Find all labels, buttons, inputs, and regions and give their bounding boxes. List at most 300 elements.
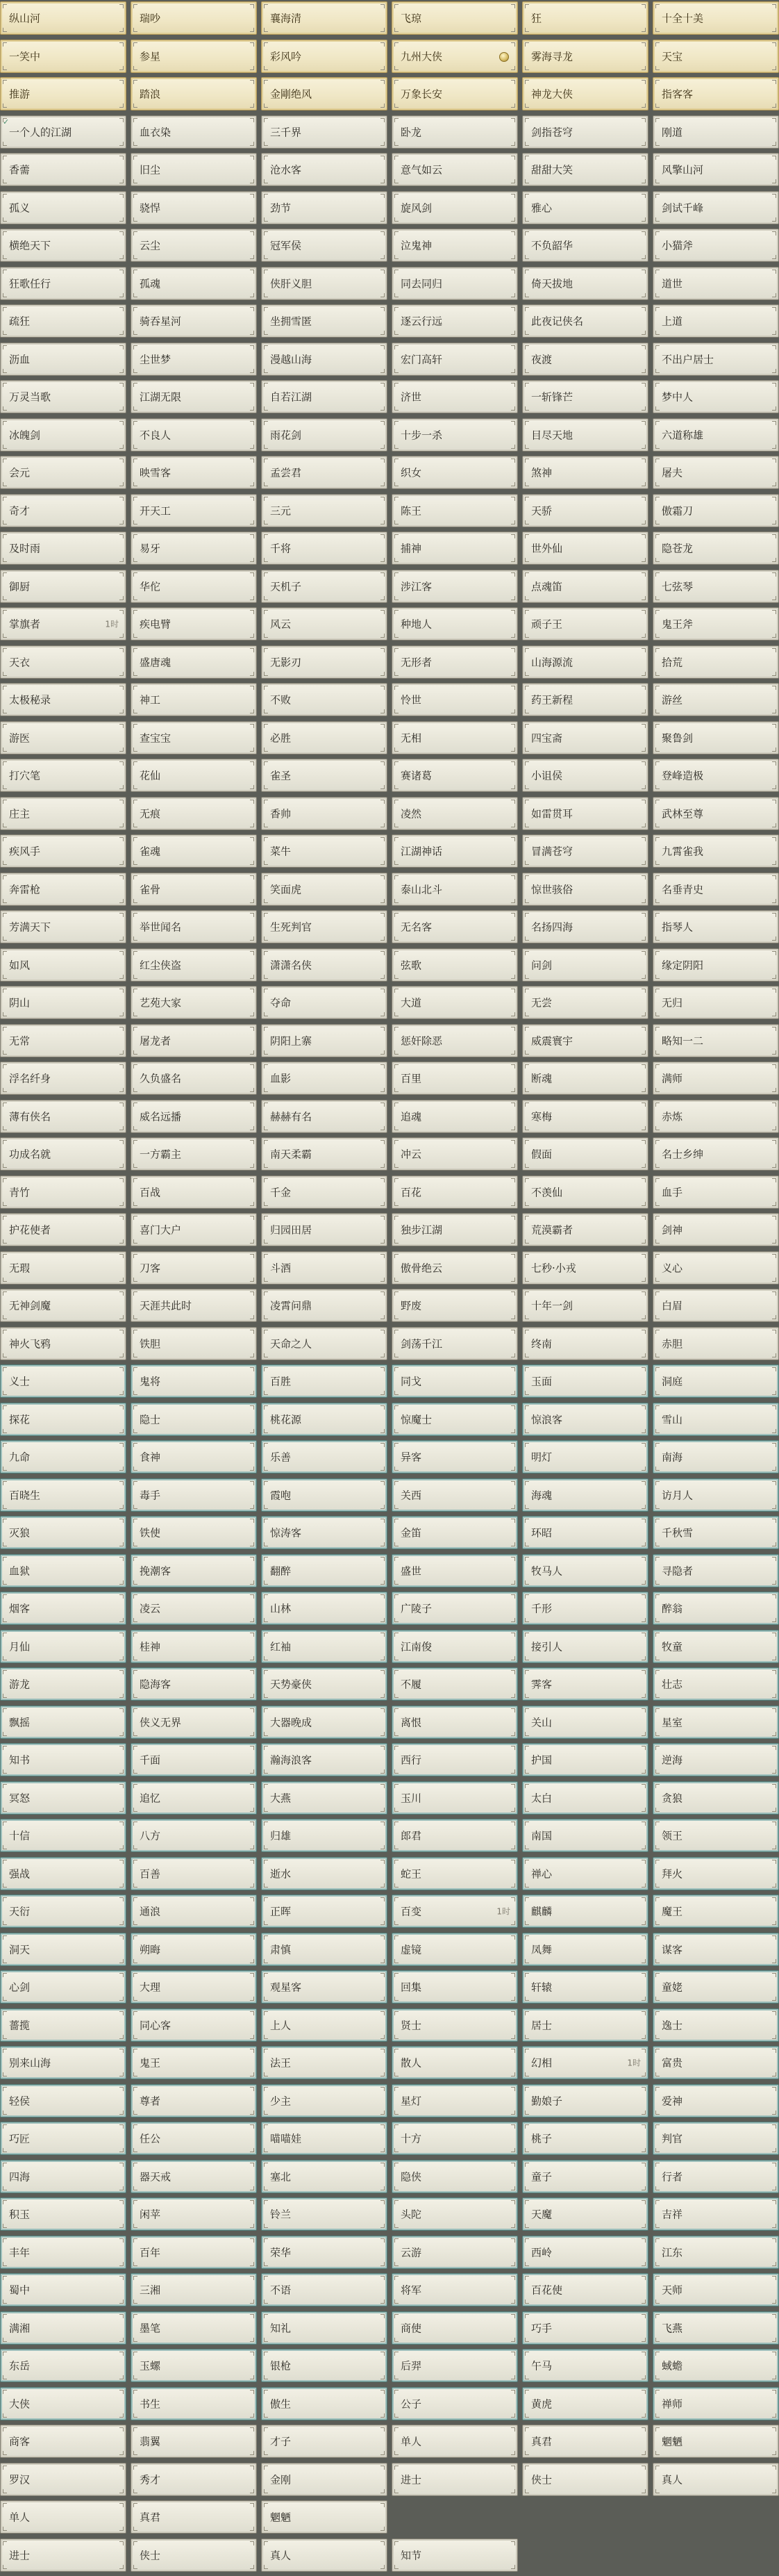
title-cell[interactable] [653, 948, 779, 982]
title-cell[interactable] [653, 191, 779, 224]
title-cell[interactable] [0, 797, 126, 830]
title-cell[interactable] [392, 1667, 518, 1701]
title-cell[interactable] [522, 380, 648, 413]
title-cell[interactable] [131, 1667, 257, 1701]
title-cell[interactable] [392, 1251, 518, 1285]
title-cell[interactable] [131, 834, 257, 868]
title-cell[interactable] [522, 2387, 648, 2420]
title-cell[interactable] [131, 910, 257, 943]
title-cell[interactable] [653, 759, 779, 792]
title-cell[interactable] [392, 2387, 518, 2420]
title-cell[interactable] [392, 834, 518, 868]
title-cell[interactable] [522, 2197, 648, 2231]
title-cell[interactable] [0, 2273, 126, 2306]
title-cell[interactable] [261, 948, 387, 982]
title-cell[interactable] [392, 2008, 518, 2042]
title-cell[interactable] [261, 2349, 387, 2382]
title-cell[interactable] [131, 1062, 257, 1095]
title-cell[interactable] [653, 1137, 779, 1171]
title-cell[interactable] [392, 1440, 518, 1473]
title-cell[interactable] [131, 418, 257, 452]
title-cell[interactable] [392, 1706, 518, 1739]
title-cell[interactable] [0, 1289, 126, 1322]
title-cell[interactable] [522, 191, 648, 224]
title-cell[interactable] [0, 1137, 126, 1171]
title-cell[interactable] [392, 418, 518, 452]
title-cell[interactable] [522, 1857, 648, 1890]
title-cell[interactable] [131, 1289, 257, 1322]
title-cell[interactable] [522, 1137, 648, 1171]
title-cell[interactable] [653, 1592, 779, 1625]
title-cell[interactable] [131, 1592, 257, 1625]
title-cell[interactable] [131, 2425, 257, 2458]
title-cell[interactable] [392, 494, 518, 527]
title-cell[interactable] [131, 2387, 257, 2420]
title-cell[interactable] [261, 304, 387, 338]
title-cell[interactable] [653, 153, 779, 186]
title-cell[interactable] [131, 1024, 257, 1057]
title-cell[interactable] [392, 1781, 518, 1815]
title-cell[interactable] [392, 2236, 518, 2269]
title-cell[interactable] [392, 645, 518, 679]
title-cell[interactable] [131, 1403, 257, 1436]
title-cell[interactable] [131, 1819, 257, 1852]
title-cell[interactable] [522, 721, 648, 754]
title-cell[interactable] [653, 910, 779, 943]
title-cell[interactable] [653, 2273, 779, 2306]
title-cell[interactable] [261, 607, 387, 641]
title-cell[interactable] [261, 267, 387, 300]
title-cell[interactable] [261, 531, 387, 565]
title-cell[interactable] [261, 191, 387, 224]
title-cell[interactable] [261, 153, 387, 186]
title-cell[interactable] [392, 2463, 518, 2496]
title-cell[interactable] [653, 1175, 779, 1209]
title-cell[interactable] [392, 1478, 518, 1512]
title-cell[interactable] [261, 1706, 387, 1739]
title-cell[interactable] [131, 456, 257, 489]
title-cell[interactable] [261, 115, 387, 149]
title-cell[interactable] [522, 153, 648, 186]
title-cell[interactable] [653, 1024, 779, 1057]
title-cell[interactable] [0, 304, 126, 338]
title-cell[interactable] [261, 2236, 387, 2269]
title-cell[interactable] [392, 531, 518, 565]
title-cell[interactable] [653, 873, 779, 906]
title-cell[interactable] [261, 418, 387, 452]
title-cell[interactable] [261, 1857, 387, 1890]
title-cell[interactable] [0, 456, 126, 489]
title-cell[interactable] [261, 1819, 387, 1852]
title-cell[interactable] [522, 570, 648, 603]
title-cell[interactable] [522, 873, 648, 906]
title-cell[interactable] [522, 797, 648, 830]
title-cell[interactable] [261, 873, 387, 906]
title-cell[interactable] [522, 1970, 648, 2004]
title-cell[interactable] [653, 721, 779, 754]
title-cell[interactable] [131, 2538, 257, 2572]
title-cell[interactable] [131, 304, 257, 338]
title-cell[interactable] [392, 2538, 518, 2572]
title-cell[interactable] [131, 1251, 257, 1285]
title-cell[interactable] [522, 494, 648, 527]
title-cell[interactable] [0, 910, 126, 943]
title-cell[interactable] [392, 1630, 518, 1663]
title-cell[interactable] [0, 1364, 126, 1398]
title-cell[interactable] [392, 1933, 518, 1966]
title-cell[interactable] [392, 1516, 518, 1549]
title-cell[interactable] [0, 1933, 126, 1966]
title-cell[interactable] [653, 797, 779, 830]
title-cell[interactable] [0, 1, 126, 35]
title-cell[interactable] [653, 1819, 779, 1852]
title-cell[interactable] [653, 1100, 779, 1133]
title-cell[interactable] [131, 2084, 257, 2117]
title-cell[interactable] [522, 1440, 648, 1473]
title-cell[interactable] [653, 645, 779, 679]
title-cell[interactable] [0, 342, 126, 376]
title-cell[interactable] [522, 2463, 648, 2496]
title-cell[interactable] [0, 1592, 126, 1625]
title-cell[interactable] [653, 2122, 779, 2155]
title-cell[interactable] [653, 1440, 779, 1473]
title-cell[interactable] [522, 948, 648, 982]
title-cell[interactable] [653, 834, 779, 868]
title-cell[interactable] [653, 380, 779, 413]
title-cell[interactable] [0, 2046, 126, 2079]
title-cell[interactable] [392, 153, 518, 186]
title-cell[interactable] [392, 607, 518, 641]
title-cell[interactable] [392, 1554, 518, 1587]
title-cell[interactable] [522, 2122, 648, 2155]
title-cell[interactable] [261, 40, 387, 73]
title-cell[interactable] [131, 229, 257, 262]
title-cell[interactable] [522, 1, 648, 35]
title-cell[interactable] [653, 115, 779, 149]
title-cell[interactable] [0, 1630, 126, 1663]
title-cell[interactable] [261, 1289, 387, 1322]
title-cell[interactable] [131, 1327, 257, 1360]
title-cell[interactable] [131, 2500, 257, 2534]
title-cell[interactable] [392, 721, 518, 754]
title-cell[interactable] [392, 2160, 518, 2193]
title-cell[interactable] [653, 2084, 779, 2117]
title-cell[interactable] [131, 2160, 257, 2193]
title-cell[interactable] [131, 2008, 257, 2042]
title-cell[interactable] [0, 759, 126, 792]
title-cell[interactable] [392, 191, 518, 224]
title-cell[interactable] [392, 1137, 518, 1171]
title-cell[interactable] [131, 2122, 257, 2155]
title-cell[interactable] [261, 2197, 387, 2231]
title-cell[interactable] [653, 456, 779, 489]
title-cell[interactable] [392, 1857, 518, 1890]
title-cell[interactable] [261, 1364, 387, 1398]
title-cell[interactable] [261, 645, 387, 679]
title-cell[interactable] [0, 1667, 126, 1701]
title-cell[interactable] [0, 1819, 126, 1852]
title-cell[interactable] [522, 1592, 648, 1625]
title-cell[interactable] [0, 1894, 126, 1928]
title-cell[interactable] [131, 683, 257, 716]
title-cell[interactable] [0, 1743, 126, 1776]
title-cell[interactable] [0, 2236, 126, 2269]
title-cell[interactable] [0, 531, 126, 565]
title-cell[interactable] [0, 2122, 126, 2155]
title-cell[interactable] [392, 2425, 518, 2458]
title-cell[interactable] [131, 2349, 257, 2382]
title-cell[interactable] [522, 1516, 648, 1549]
title-cell[interactable] [653, 1743, 779, 1776]
title-cell[interactable] [0, 2425, 126, 2458]
title-cell[interactable] [392, 267, 518, 300]
title-cell[interactable] [392, 1024, 518, 1057]
title-cell[interactable] [653, 2236, 779, 2269]
title-cell[interactable] [653, 1554, 779, 1587]
title-cell[interactable] [261, 229, 387, 262]
title-cell[interactable] [522, 1062, 648, 1095]
title-cell[interactable] [392, 342, 518, 376]
title-cell[interactable] [392, 40, 518, 73]
title-cell[interactable] [131, 40, 257, 73]
title-cell[interactable] [261, 2160, 387, 2193]
title-cell[interactable] [653, 1781, 779, 1815]
title-cell[interactable] [0, 380, 126, 413]
title-cell[interactable] [261, 1327, 387, 1360]
title-cell[interactable] [261, 1781, 387, 1815]
title-cell[interactable] [0, 1213, 126, 1246]
title-cell[interactable] [0, 2387, 126, 2420]
title-cell[interactable] [0, 2084, 126, 2117]
title-cell[interactable] [392, 1, 518, 35]
title-cell[interactable] [392, 1062, 518, 1095]
title-cell[interactable] [392, 683, 518, 716]
title-cell[interactable] [261, 683, 387, 716]
title-cell[interactable] [0, 2008, 126, 2042]
title-cell[interactable] [653, 1667, 779, 1701]
title-cell[interactable] [131, 1137, 257, 1171]
title-cell[interactable] [653, 986, 779, 1019]
title-cell[interactable] [261, 342, 387, 376]
title-cell[interactable] [0, 1062, 126, 1095]
title-cell[interactable] [392, 456, 518, 489]
title-cell[interactable] [261, 77, 387, 110]
title-cell[interactable] [392, 2349, 518, 2382]
title-cell[interactable] [522, 1819, 648, 1852]
title-cell[interactable] [392, 1364, 518, 1398]
title-cell[interactable] [392, 1100, 518, 1133]
title-cell[interactable] [392, 2197, 518, 2231]
title-cell[interactable] [261, 1592, 387, 1625]
title-cell[interactable] [522, 986, 648, 1019]
title-cell[interactable] [653, 1706, 779, 1739]
title-cell[interactable] [131, 115, 257, 149]
title-cell[interactable] [653, 267, 779, 300]
title-cell[interactable] [392, 115, 518, 149]
title-cell[interactable] [0, 1706, 126, 1739]
title-cell[interactable] [653, 1857, 779, 1890]
title-cell[interactable] [653, 1630, 779, 1663]
title-cell[interactable] [131, 2197, 257, 2231]
title-cell[interactable] [261, 1403, 387, 1436]
title-cell[interactable] [261, 834, 387, 868]
title-cell[interactable] [392, 304, 518, 338]
title-cell[interactable] [653, 1516, 779, 1549]
title-cell[interactable] [392, 1327, 518, 1360]
title-cell[interactable] [131, 797, 257, 830]
title-cell[interactable] [261, 1137, 387, 1171]
title-cell[interactable] [392, 759, 518, 792]
title-cell[interactable] [522, 1667, 648, 1701]
title-cell[interactable] [261, 1213, 387, 1246]
title-cell[interactable] [653, 683, 779, 716]
title-cell[interactable] [261, 2538, 387, 2572]
title-cell[interactable] [653, 2349, 779, 2382]
title-cell[interactable] [0, 1024, 126, 1057]
title-cell[interactable] [131, 2236, 257, 2269]
title-cell[interactable] [131, 267, 257, 300]
title-cell[interactable] [131, 2046, 257, 2079]
title-cell[interactable] [653, 1970, 779, 2004]
title-cell[interactable] [522, 1933, 648, 1966]
title-cell[interactable] [0, 191, 126, 224]
title-cell[interactable] [522, 77, 648, 110]
title-cell[interactable] [261, 1251, 387, 1285]
title-cell[interactable] [131, 77, 257, 110]
title-cell[interactable] [522, 2046, 648, 2079]
title-cell[interactable] [653, 2387, 779, 2420]
title-cell[interactable] [0, 1100, 126, 1133]
title-cell[interactable] [522, 607, 648, 641]
title-cell[interactable] [261, 494, 387, 527]
title-cell[interactable] [261, 759, 387, 792]
title-cell[interactable] [522, 1630, 648, 1663]
title-cell[interactable] [0, 1327, 126, 1360]
title-cell[interactable] [392, 986, 518, 1019]
title-cell[interactable] [522, 2160, 648, 2193]
title-cell[interactable] [522, 2084, 648, 2117]
title-cell[interactable] [131, 1175, 257, 1209]
title-cell[interactable] [0, 2500, 126, 2534]
title-cell[interactable] [0, 1554, 126, 1587]
title-cell[interactable] [522, 2008, 648, 2042]
title-cell[interactable] [653, 1327, 779, 1360]
title-cell[interactable] [522, 1706, 648, 1739]
title-cell[interactable] [0, 418, 126, 452]
title-cell[interactable] [0, 2197, 126, 2231]
title-cell[interactable] [261, 380, 387, 413]
title-cell[interactable] [522, 1403, 648, 1436]
title-cell[interactable] [0, 1516, 126, 1549]
title-cell[interactable] [0, 607, 126, 641]
title-cell[interactable] [261, 1743, 387, 1776]
title-cell[interactable] [392, 1819, 518, 1852]
title-cell[interactable] [522, 2273, 648, 2306]
title-cell[interactable] [0, 570, 126, 603]
title-cell[interactable] [0, 1781, 126, 1815]
title-cell[interactable] [522, 2349, 648, 2382]
title-cell[interactable] [653, 1894, 779, 1928]
title-cell[interactable] [0, 267, 126, 300]
title-cell[interactable] [131, 986, 257, 1019]
title-cell[interactable] [0, 153, 126, 186]
title-cell[interactable] [131, 380, 257, 413]
title-cell[interactable] [653, 531, 779, 565]
title-cell[interactable] [261, 1100, 387, 1133]
title-cell[interactable] [131, 645, 257, 679]
title-cell[interactable] [392, 380, 518, 413]
title-cell[interactable] [522, 759, 648, 792]
title-cell[interactable] [131, 494, 257, 527]
title-cell[interactable] [0, 1857, 126, 1890]
title-cell[interactable] [261, 2387, 387, 2420]
title-cell[interactable] [131, 570, 257, 603]
title-cell[interactable] [392, 1970, 518, 2004]
title-cell[interactable] [653, 77, 779, 110]
title-cell[interactable] [522, 1100, 648, 1133]
title-cell[interactable] [261, 1554, 387, 1587]
title-cell[interactable] [0, 948, 126, 982]
title-cell[interactable] [522, 1743, 648, 1776]
title-cell[interactable] [0, 1440, 126, 1473]
title-cell[interactable] [131, 1554, 257, 1587]
title-cell[interactable] [0, 683, 126, 716]
title-cell[interactable] [261, 986, 387, 1019]
title-cell[interactable] [522, 1478, 648, 1512]
title-cell[interactable] [261, 797, 387, 830]
title-cell[interactable] [131, 1478, 257, 1512]
title-cell[interactable] [392, 1403, 518, 1436]
title-cell[interactable] [522, 531, 648, 565]
title-cell[interactable] [0, 986, 126, 1019]
title-cell[interactable] [522, 40, 648, 73]
title-cell[interactable] [392, 1743, 518, 1776]
title-cell[interactable] [131, 1, 257, 35]
title-cell[interactable] [0, 77, 126, 110]
title-cell[interactable] [131, 531, 257, 565]
title-cell[interactable] [392, 2046, 518, 2079]
title-cell[interactable] [522, 1289, 648, 1322]
title-cell[interactable] [392, 1213, 518, 1246]
title-cell[interactable] [653, 1213, 779, 1246]
title-cell[interactable] [392, 873, 518, 906]
title-cell[interactable] [131, 1213, 257, 1246]
title-cell[interactable] [0, 115, 126, 149]
title-cell[interactable] [131, 1516, 257, 1549]
title-cell[interactable] [522, 834, 648, 868]
title-cell[interactable] [522, 1781, 648, 1815]
title-cell[interactable] [261, 1894, 387, 1928]
title-cell[interactable] [392, 948, 518, 982]
title-cell[interactable] [522, 229, 648, 262]
title-cell[interactable] [261, 1933, 387, 1966]
title-cell[interactable] [261, 1062, 387, 1095]
title-cell[interactable] [131, 1100, 257, 1133]
title-cell[interactable] [522, 304, 648, 338]
title-cell[interactable] [261, 2311, 387, 2345]
title-cell[interactable] [261, 2425, 387, 2458]
title-cell[interactable] [653, 2311, 779, 2345]
title-cell[interactable] [653, 2197, 779, 2231]
title-cell[interactable] [522, 267, 648, 300]
title-cell[interactable] [653, 1478, 779, 1512]
title-cell[interactable] [261, 1175, 387, 1209]
title-cell[interactable] [131, 2273, 257, 2306]
title-cell[interactable] [131, 342, 257, 376]
title-cell[interactable] [261, 456, 387, 489]
title-cell[interactable] [522, 1364, 648, 1398]
title-cell[interactable] [653, 229, 779, 262]
